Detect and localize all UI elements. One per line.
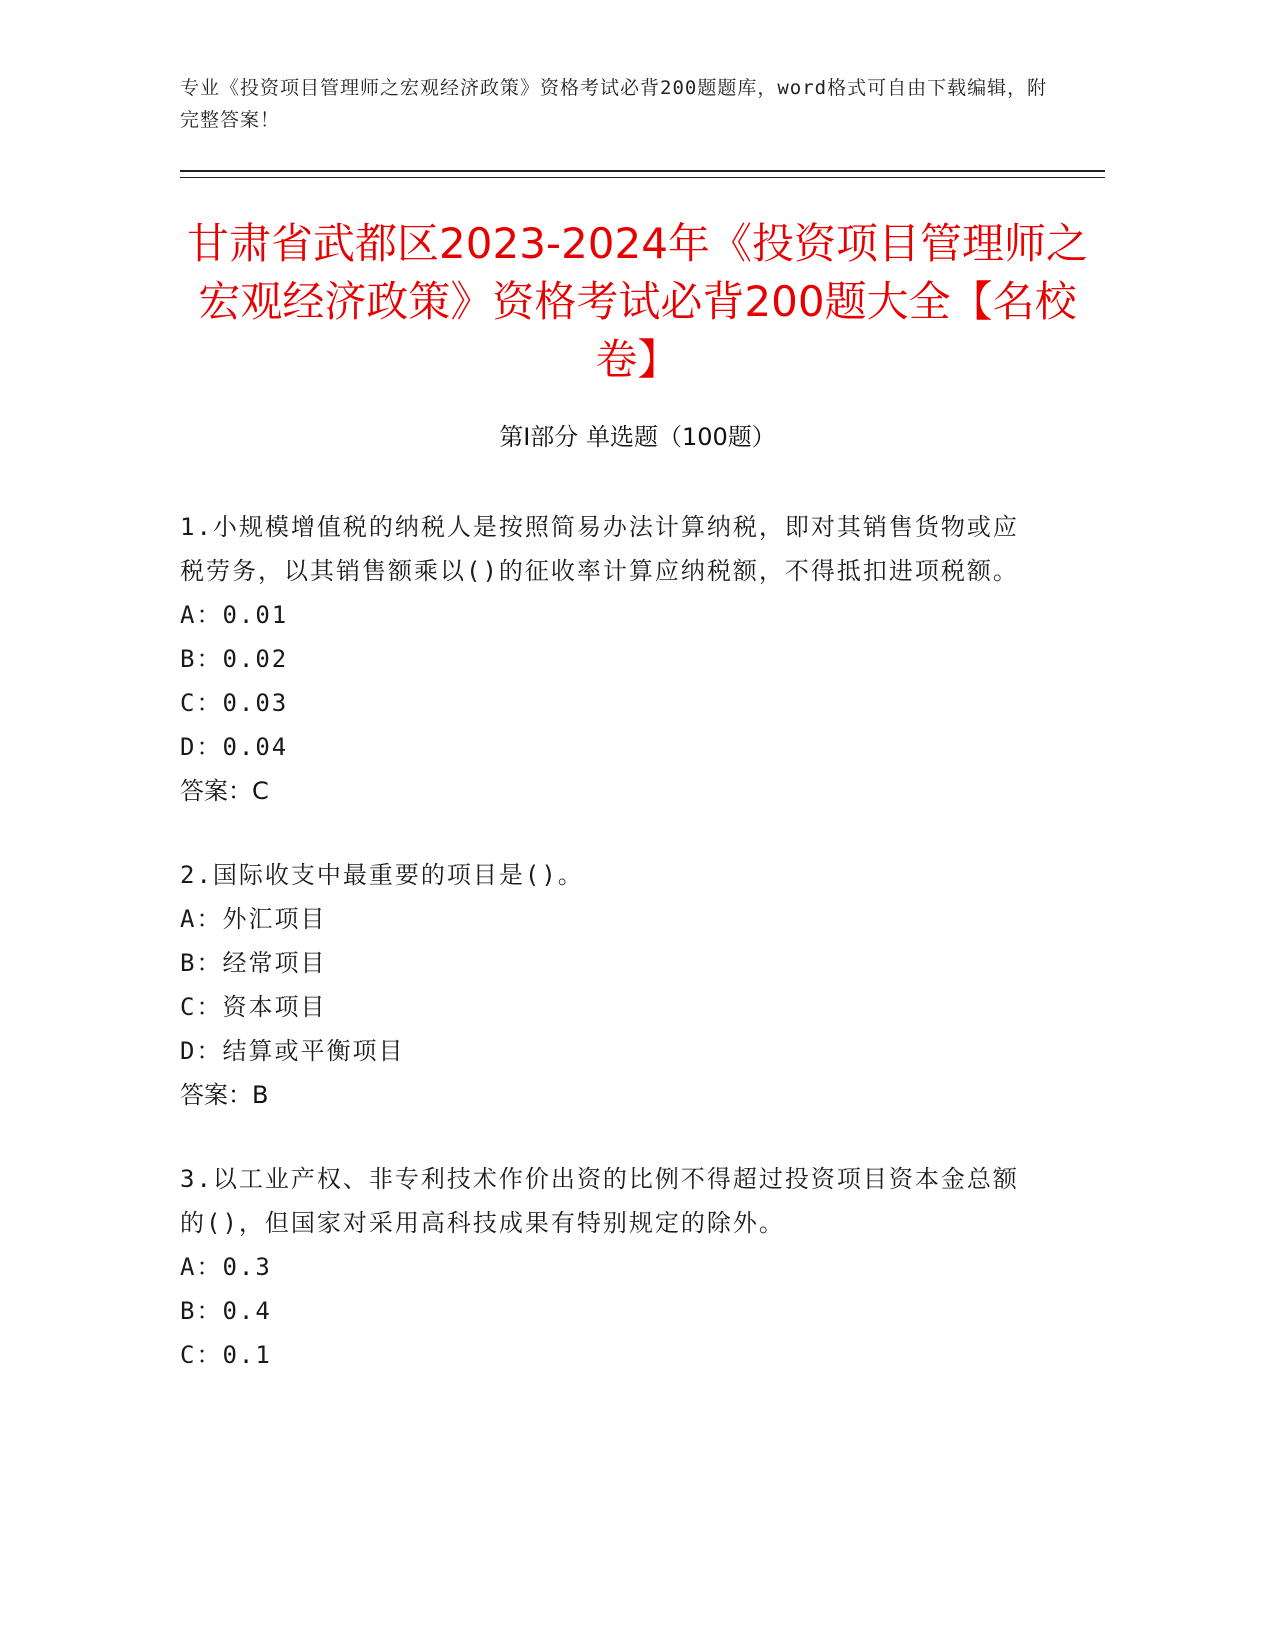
option-a [180,897,1020,941]
option-b [180,1289,1020,1333]
option-key: C： [180,1341,223,1369]
answer-line [180,769,1020,813]
option-text: 0.03 [222,689,289,717]
option-key: D： [180,733,223,761]
option-text: 资本项目 [222,993,327,1021]
answer-label: 答案： [180,1081,252,1109]
option-text: 0.04 [222,733,289,761]
option-c [180,681,1020,725]
answer-value: B [252,1081,269,1109]
question-text: 3.以工业产权、非专利技术作价出资的比例不得超过投资项目资本金总额的()，但国家对采用高科技成果有特别规定的除外。 [180,1165,1019,1237]
answer-label: 答案： [180,777,252,805]
option-key: A： [180,1253,223,1281]
option-text: 0.1 [222,1341,272,1369]
option-text: 0.02 [222,645,289,673]
header-rule-thick [180,170,1105,172]
question-item [180,505,1020,813]
answer-line [180,1073,1020,1117]
option-c [180,985,1020,1029]
option-a [180,593,1020,637]
option-text: 结算或平衡项目 [222,1037,405,1065]
option-a [180,1245,1020,1289]
question-text: 2.国际收支中最重要的项目是()。 [180,861,584,889]
option-key: B： [180,645,223,673]
option-b [180,941,1020,985]
question-item [180,1157,1020,1377]
option-text: 经常项目 [222,949,327,977]
option-c [180,1333,1020,1377]
question-text: 1.小规模增值税的纳税人是按照简易办法计算纳税，即对其销售货物或应税劳务，以其销售额乘以()的征收率计算应纳税额，不得抵扣进项税额。 [180,513,1019,585]
answer-value: C [252,777,269,805]
option-text: 0.01 [222,601,289,629]
option-d [180,1029,1020,1073]
option-b [180,637,1020,681]
option-key: B： [180,1297,223,1325]
option-key: A： [180,601,223,629]
option-text: 0.3 [222,1253,272,1281]
option-key: D： [180,1037,223,1065]
header-rule-thin [180,177,1105,178]
option-d [180,725,1020,769]
section-heading: 第Ⅰ部分 单选题（100题） [499,423,776,451]
option-key: A： [180,905,223,933]
option-key: C： [180,993,223,1021]
option-key: C： [180,689,223,717]
option-text: 0.4 [222,1297,272,1325]
question-list [180,505,1020,1417]
question-item [180,853,1020,1117]
header-note: 专业《投资项目管理师之宏观经济政策》资格考试必背200题题库，word格式可自由下载编辑，附完整答案！ [180,77,1048,131]
option-text: 外汇项目 [222,905,327,933]
option-key: B： [180,949,223,977]
document-title: 甘肃省武都区2023-2024年《投资项目管理师之宏观经济政策》资格考试必背200题大全【名校卷】 [187,219,1088,384]
